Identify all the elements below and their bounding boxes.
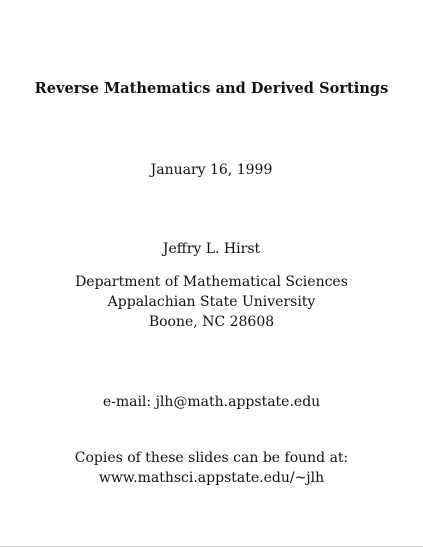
author-address: Boone, NC 28608 bbox=[148, 314, 275, 330]
author-email: e-mail: jlh@math.appstate.edu bbox=[102, 394, 321, 410]
page-bottom-divider bbox=[0, 546, 423, 547]
slide-date: January 16, 1999 bbox=[150, 162, 273, 178]
author-university: Appalachian State University bbox=[107, 294, 316, 310]
author-department: Department of Mathematical Sciences bbox=[75, 274, 348, 290]
slide-title: Reverse Mathematics and Derived Sortings bbox=[34, 80, 389, 97]
copies-url: www.mathsci.appstate.edu/~jlh bbox=[98, 470, 325, 486]
copies-note: Copies of these slides can be found at: bbox=[74, 450, 349, 466]
author-name: Jeffry L. Hirst bbox=[162, 241, 261, 257]
